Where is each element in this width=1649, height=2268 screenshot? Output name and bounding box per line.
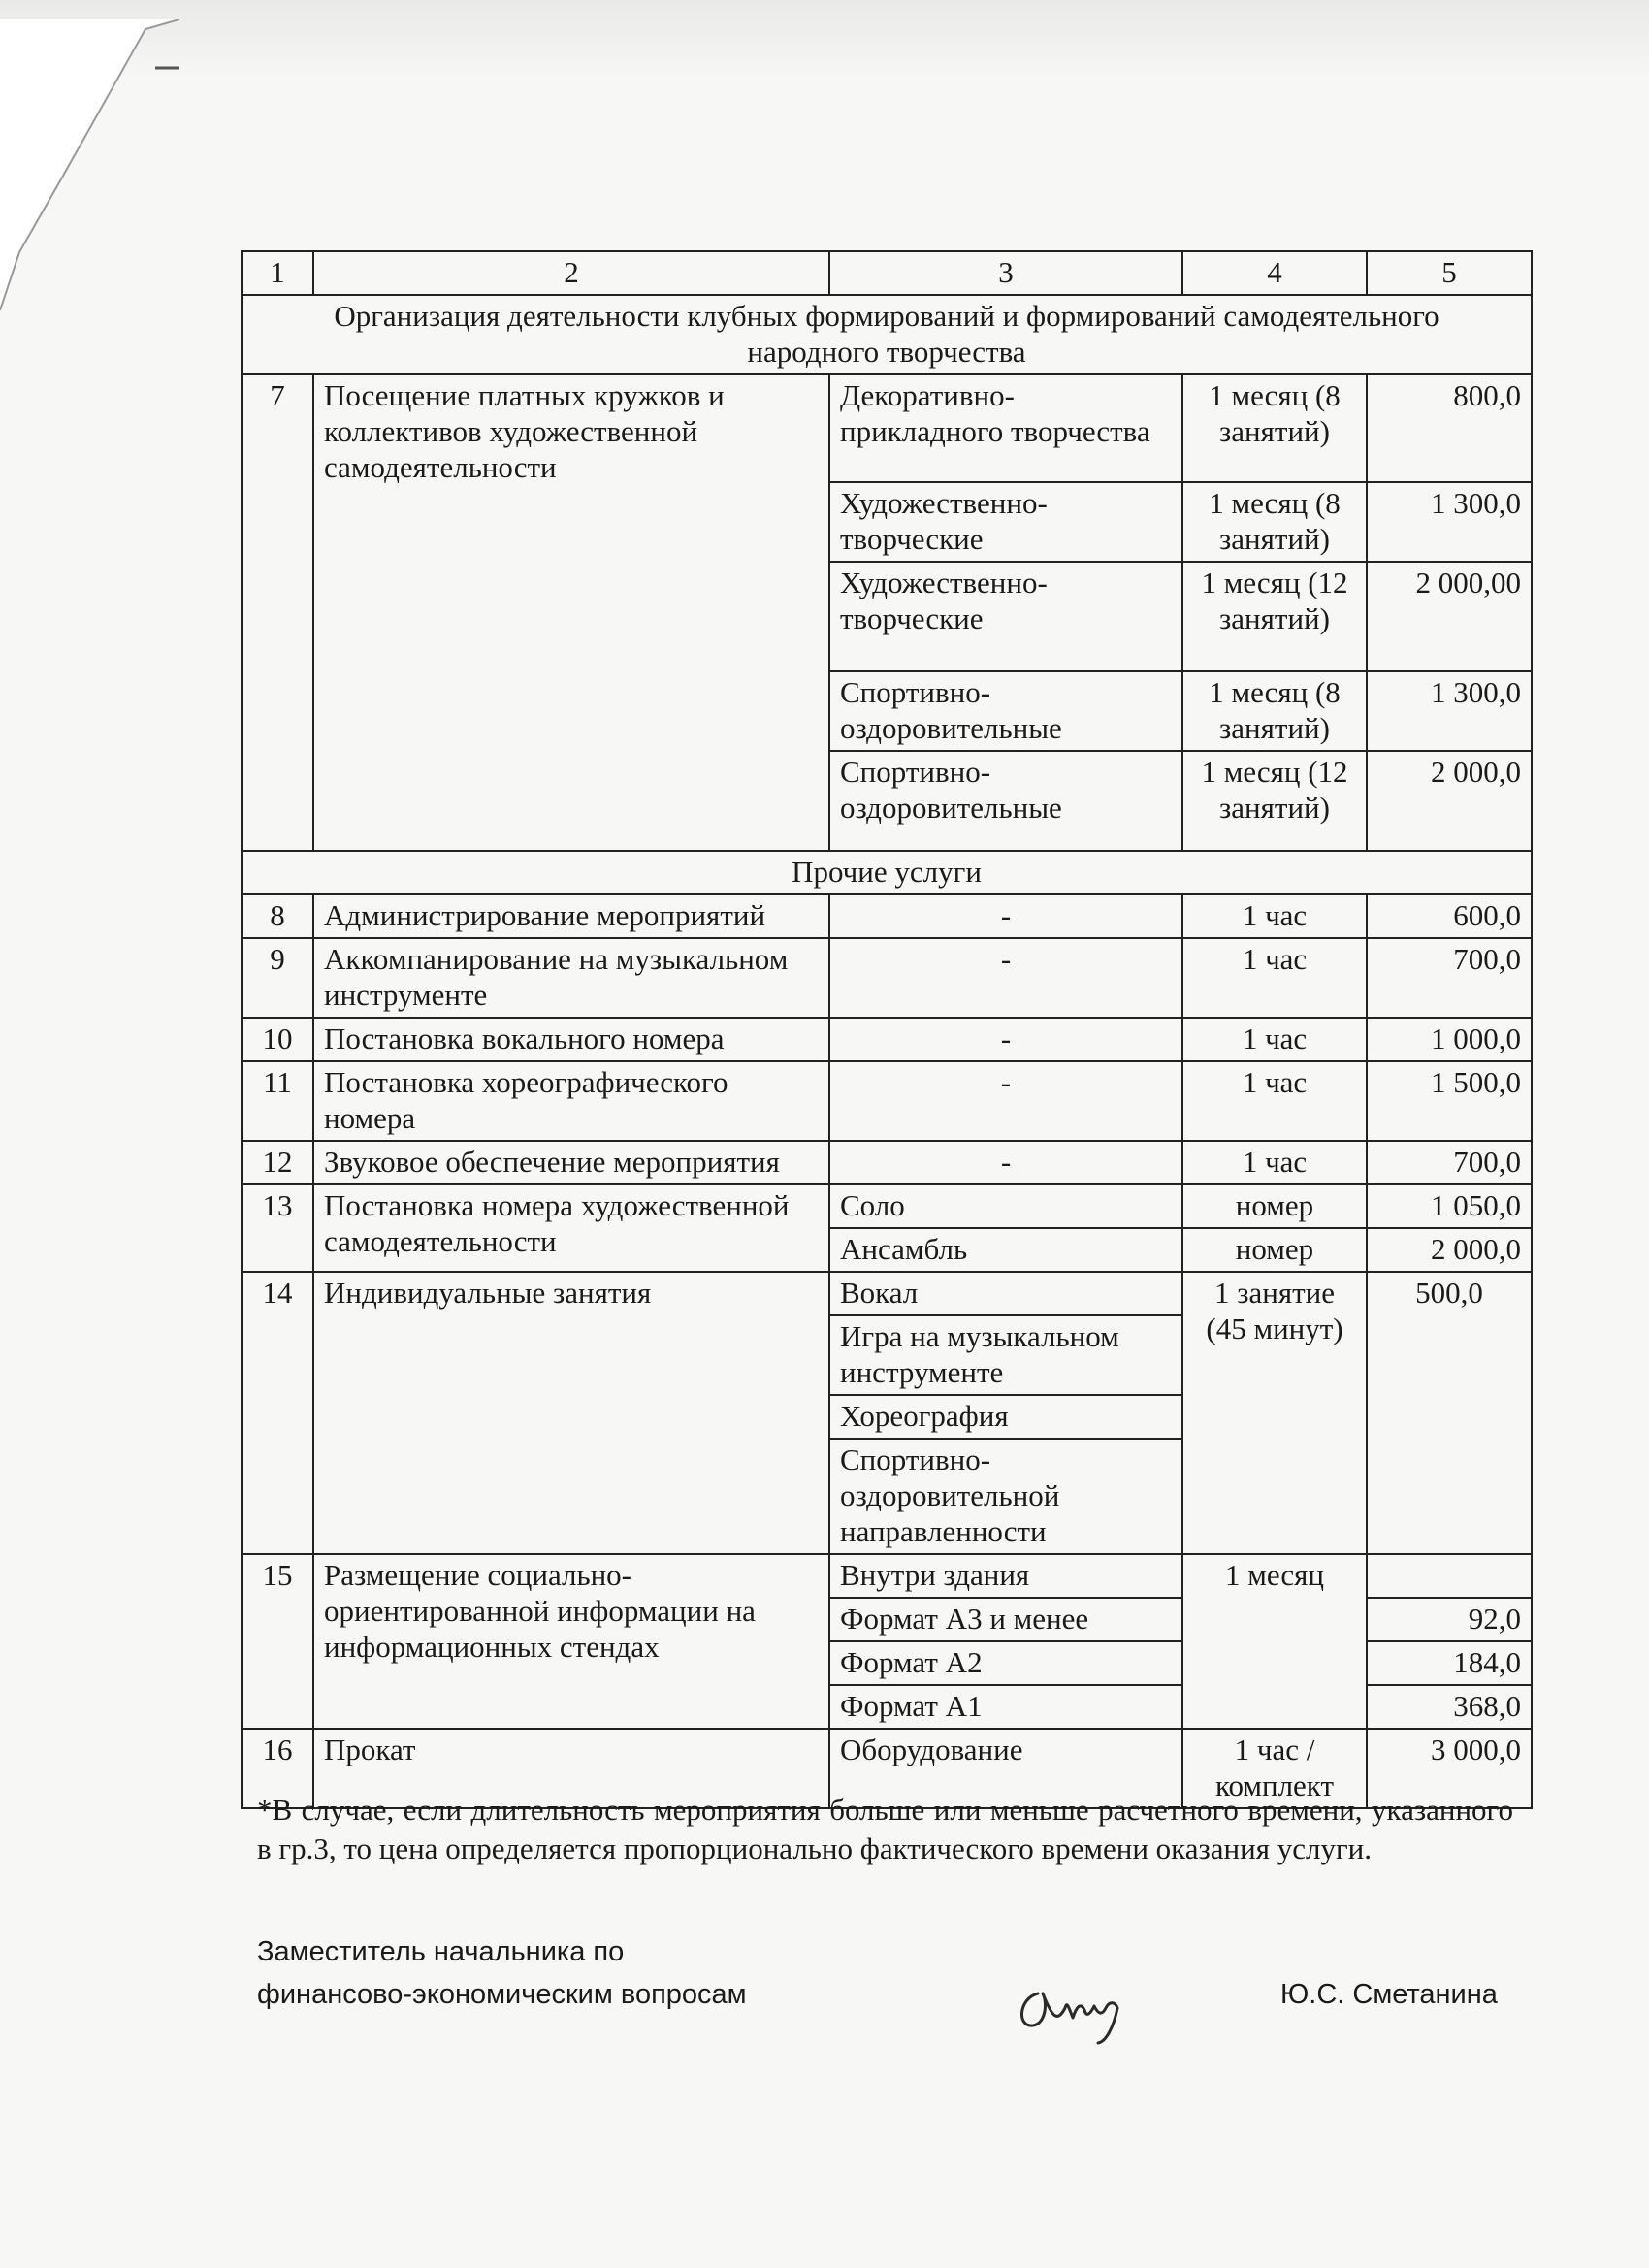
service-type: Художественно-творческие [829, 562, 1182, 671]
service-price: 700,0 [1367, 938, 1532, 1018]
service-type: - [829, 1141, 1182, 1184]
service-unit: номер [1182, 1228, 1367, 1272]
row-number: 16 [242, 1729, 313, 1808]
service-type: Внутри здания [829, 1554, 1182, 1598]
service-unit: 1 месяц (12 занятий) [1182, 562, 1367, 671]
service-type: - [829, 894, 1182, 938]
col-header-4: 4 [1182, 251, 1367, 295]
signer-position [257, 1930, 747, 2016]
service-type: Формат А2 [829, 1641, 1182, 1685]
service-type: - [829, 938, 1182, 1018]
table-row [242, 894, 1532, 938]
service-price: 2 000,0 [1367, 1228, 1532, 1272]
row-number: 8 [242, 894, 313, 938]
table-row [242, 374, 1532, 482]
scan-top-shadow [0, 0, 1649, 78]
service-name: Посещение платных кружков и коллективов художественной самодеятельности [313, 374, 829, 851]
service-type: Вокал [829, 1272, 1182, 1315]
service-type: Формат А1 [829, 1685, 1182, 1729]
tariff-table [241, 250, 1533, 1809]
service-type: Художественно-творческие [829, 482, 1182, 562]
row-number: 7 [242, 374, 313, 851]
col-header-5: 5 [1367, 251, 1532, 295]
service-price: 2 000,0 [1367, 751, 1532, 851]
table-row [242, 1272, 1532, 1315]
service-price: 184,0 [1367, 1641, 1532, 1685]
service-unit: 1 час [1182, 1018, 1367, 1061]
service-unit: 1 час / комплект [1182, 1729, 1367, 1808]
service-unit: 1 месяц [1182, 1554, 1367, 1729]
service-type: - [829, 1018, 1182, 1061]
service-price: 92,0 [1367, 1598, 1532, 1641]
service-price: 1 050,0 [1367, 1184, 1532, 1228]
service-name: Постановка хореографического номера [313, 1061, 829, 1141]
table-row [242, 1554, 1532, 1598]
service-name: Постановка вокального номера [313, 1018, 829, 1061]
handwritten-signature [1009, 1950, 1145, 2047]
scan-edge-fold [0, 19, 179, 310]
section-title-other: Прочие услуги [242, 851, 1532, 894]
price-list-sheet [241, 250, 1531, 1809]
row-number: 14 [242, 1272, 313, 1554]
service-unit: 1 месяц (8 занятий) [1182, 482, 1367, 562]
service-unit: 1 час [1182, 1141, 1367, 1184]
service-type: Формат А3 и менее [829, 1598, 1182, 1641]
service-price: 1 500,0 [1367, 1061, 1532, 1141]
section-title-clubs: Организация деятельности клубных формирований и формирований самодеятельного народного творчества [242, 295, 1532, 374]
service-unit: 1 месяц (12 занятий) [1182, 751, 1367, 851]
service-type: - [829, 1061, 1182, 1141]
service-price: 368,0 [1367, 1685, 1532, 1729]
service-price: 700,0 [1367, 1141, 1532, 1184]
service-name: Аккомпанирование на музыкальном инструменте [313, 938, 829, 1018]
service-type: Спортивно-оздоровительной направленности [829, 1439, 1182, 1554]
service-type: Декоративно-прикладного творчества [829, 374, 1182, 482]
service-unit: 1 месяц (8 занятий) [1182, 671, 1367, 751]
service-type: Игра на музыкальном инструменте [829, 1315, 1182, 1395]
service-price: 1 300,0 [1367, 671, 1532, 751]
row-number: 13 [242, 1184, 313, 1272]
service-unit: 1 час [1182, 894, 1367, 938]
service-type: Спортивно-оздоровительные [829, 671, 1182, 751]
table-row [242, 1018, 1532, 1061]
service-type: Оборудование [829, 1729, 1182, 1808]
service-type: Ансамбль [829, 1228, 1182, 1272]
col-header-3: 3 [829, 251, 1182, 295]
service-price [1367, 1554, 1532, 1598]
row-number: 15 [242, 1554, 313, 1729]
col-header-2: 2 [313, 251, 829, 295]
service-price: 800,0 [1367, 374, 1532, 482]
table-row [242, 938, 1532, 1018]
col-header-1: 1 [242, 251, 313, 295]
service-name: Постановка номера художественной самодеятельности [313, 1184, 829, 1272]
service-type: Спортивно-оздоровительные [829, 751, 1182, 851]
signer-position-line2: финансово-экономическим вопросам [257, 1979, 747, 2010]
section-row-other [242, 851, 1532, 894]
row-number: 10 [242, 1018, 313, 1061]
service-price: 1 300,0 [1367, 482, 1532, 562]
signer-position-line1: Заместитель начальника по [257, 1936, 625, 1967]
service-price: 600,0 [1367, 894, 1532, 938]
service-price: 1 000,0 [1367, 1018, 1532, 1061]
service-unit: 1 занятие (45 минут) [1182, 1272, 1367, 1554]
section-row-clubs [242, 295, 1532, 374]
service-name: Размещение социально-ориентированной информации на информационных стендах [313, 1554, 829, 1729]
service-unit: 1 час [1182, 1061, 1367, 1141]
service-name: Звуковое обеспечение мероприятия [313, 1141, 829, 1184]
service-name: Администрирование мероприятий [313, 894, 829, 938]
table-row [242, 1141, 1532, 1184]
table-row [242, 1061, 1532, 1141]
service-name: Прокат [313, 1729, 829, 1808]
service-unit: 1 час [1182, 938, 1367, 1018]
table-row [242, 1184, 1532, 1228]
service-price: 3 000,0 [1367, 1729, 1532, 1808]
signer-name: Ю.С. Сметанина [1280, 1979, 1498, 2010]
service-unit: 1 месяц (8 занятий) [1182, 374, 1367, 482]
service-price: 2 000,00 [1367, 562, 1532, 671]
service-name: Индивидуальные занятия [313, 1272, 829, 1554]
row-number: 12 [242, 1141, 313, 1184]
footnote: *В случае, если длительность мероприятия больше или меньше расчетного времени, указанного в гр.3, то цена определяется пропорционально фактического времени оказания услуги. [257, 1793, 1513, 1865]
row-number: 9 [242, 938, 313, 1018]
service-unit: номер [1182, 1184, 1367, 1228]
row-number: 11 [242, 1061, 313, 1141]
service-type: Хореография [829, 1395, 1182, 1439]
table-header-row [242, 251, 1532, 295]
service-type: Соло [829, 1184, 1182, 1228]
service-price: 500,0 [1367, 1272, 1532, 1554]
